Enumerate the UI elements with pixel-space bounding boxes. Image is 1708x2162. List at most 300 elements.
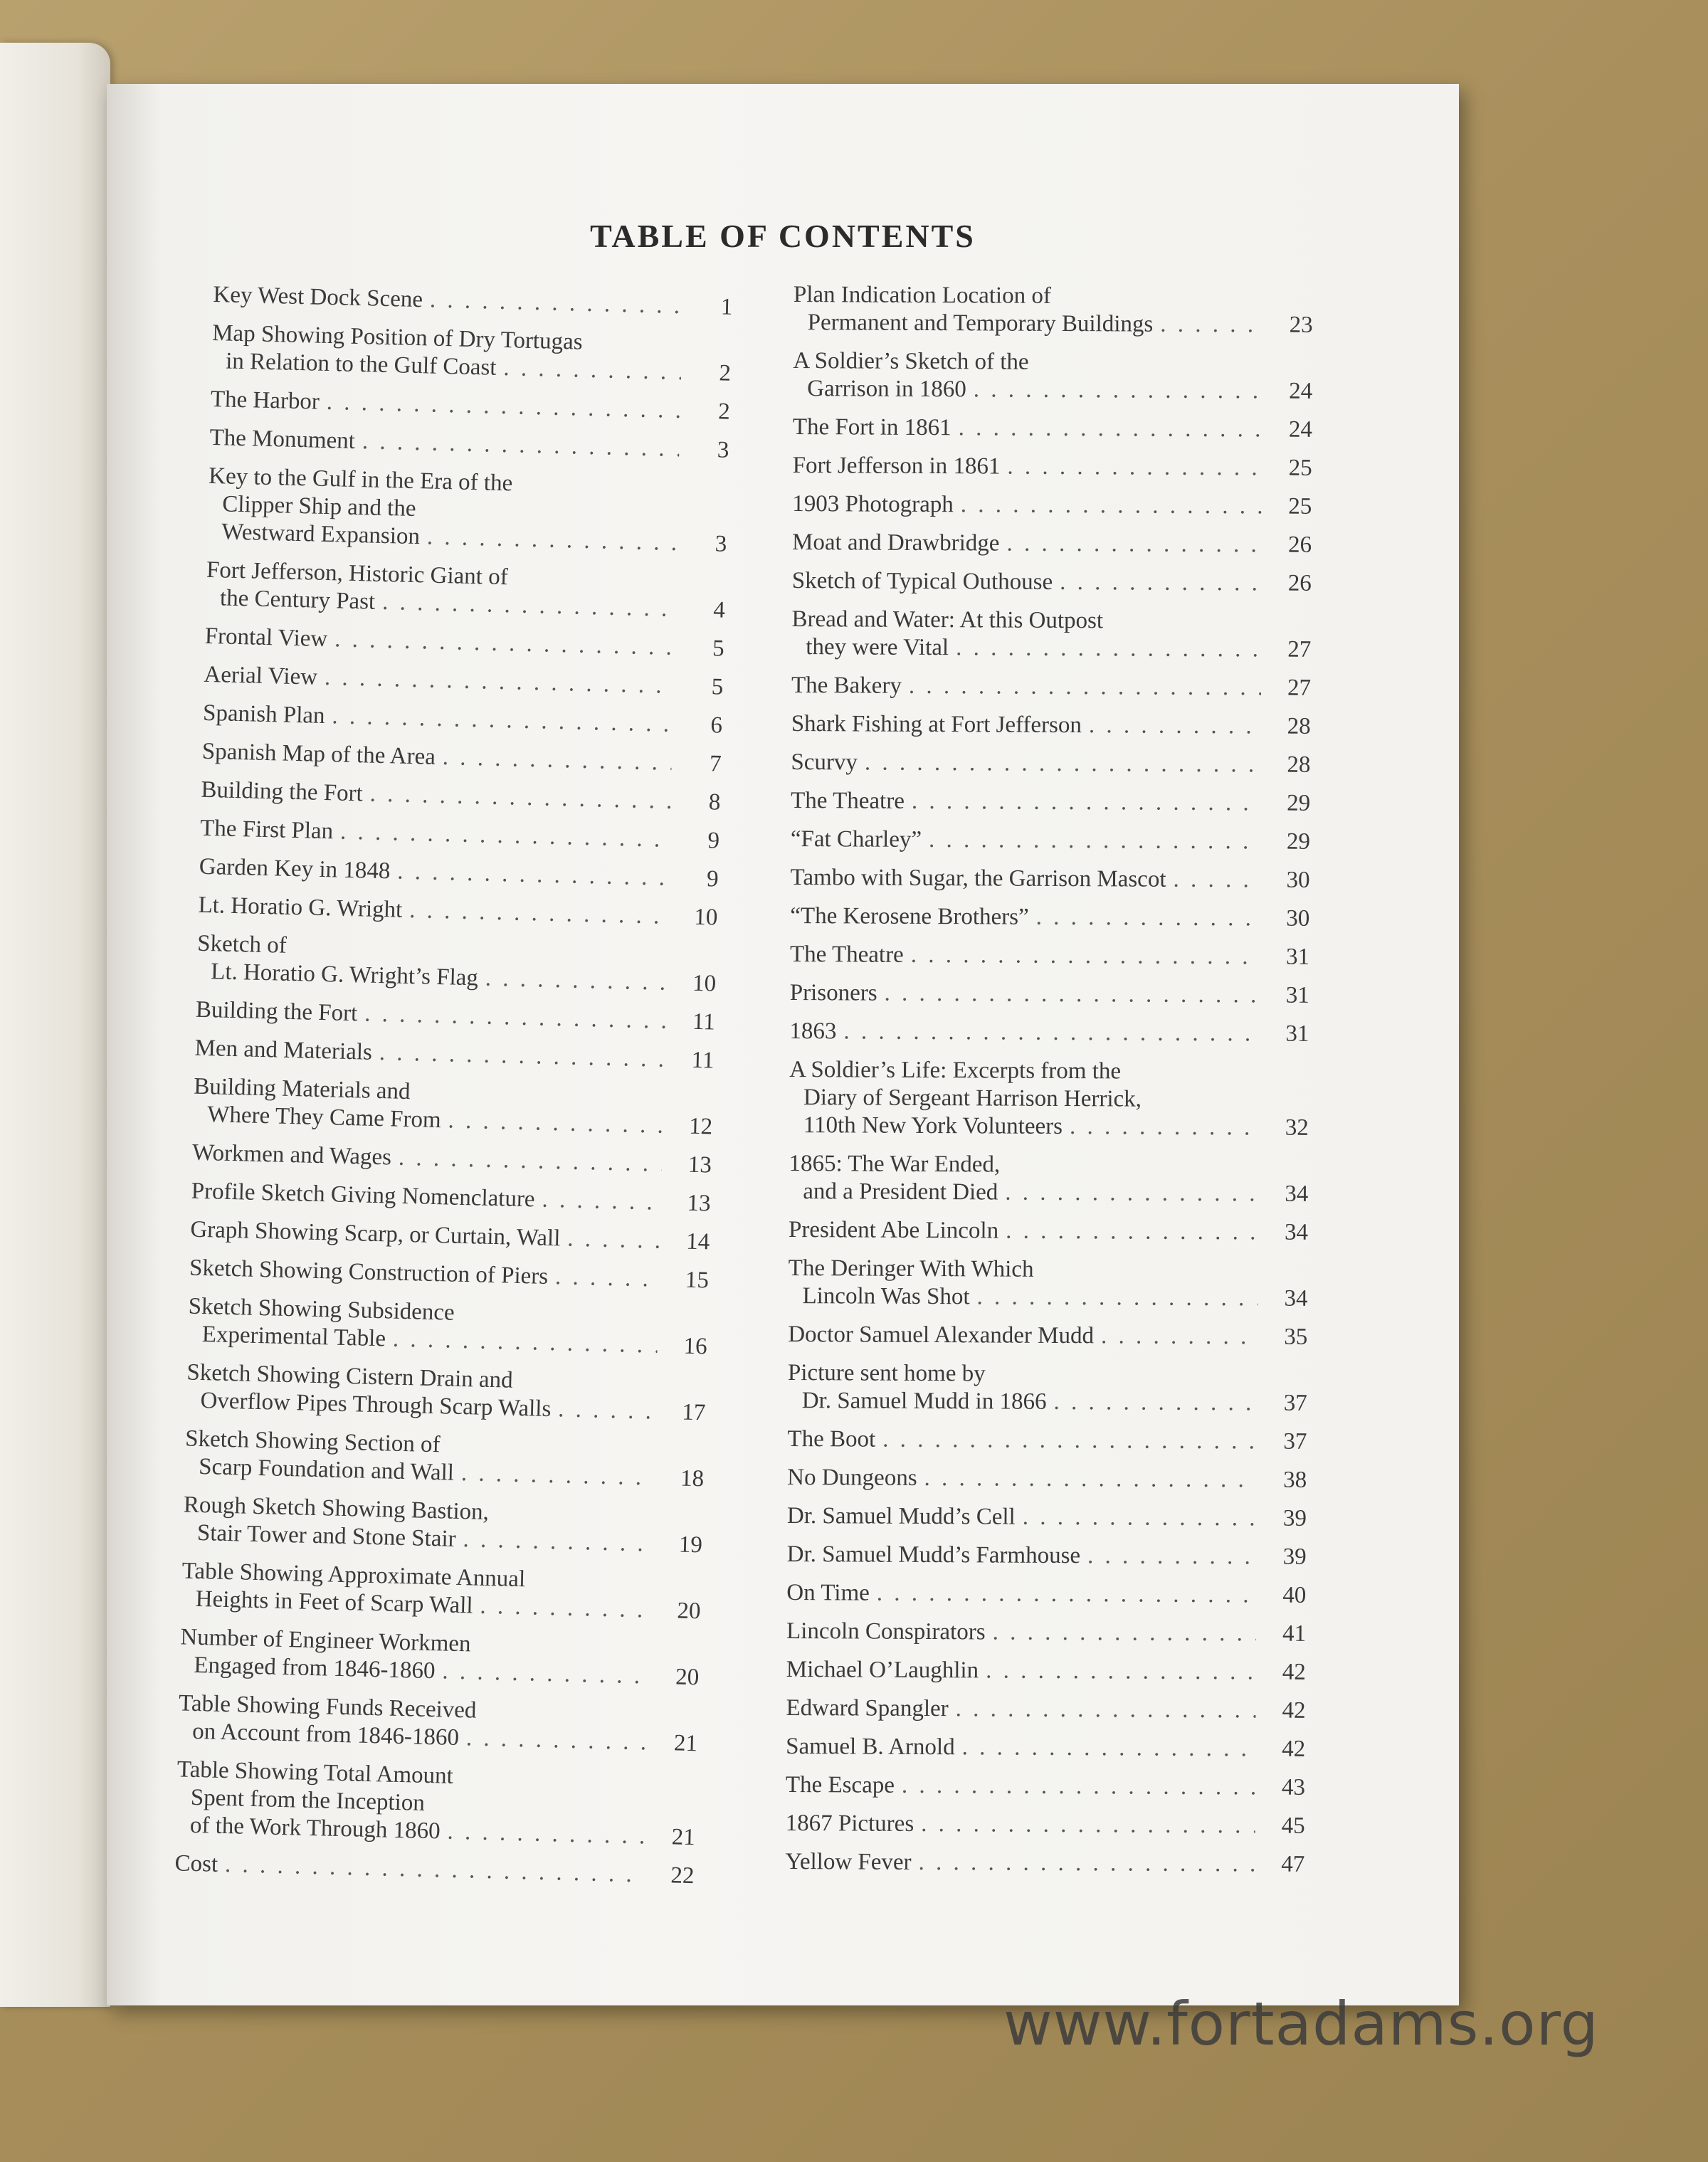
dot-leader [959,414,1262,443]
toc-entry-line [793,347,1312,378]
toc-entry-title: Building Materials and [193,1073,411,1105]
dot-leader [463,1526,653,1558]
dot-leader [921,1810,1255,1840]
toc-entry-title: Building the Fort [201,776,364,807]
toc-page-number: 5 [711,674,724,700]
toc-page-number: 10 [692,970,717,997]
toc-entry-title: “The Kerosene Brothers” [790,902,1029,930]
toc-entry [209,424,729,465]
toc-entry-title: Garden Key in 1848 [199,853,391,885]
toc-entry-title: The First Plan [199,815,334,845]
toc-entry-title: Sketch Showing Section of [184,1425,441,1458]
toc-page-number: 35 [1284,1324,1308,1350]
dot-leader [902,1772,1255,1802]
toc-entry-line [786,1656,1306,1687]
toc-entry-title: 1865: The War Ended, [789,1150,1001,1178]
toc-entry [785,1848,1304,1879]
dot-leader [480,1593,651,1625]
dot-leader [364,1000,665,1035]
toc-entry [786,1656,1306,1687]
toc-entry [786,1579,1306,1610]
toc-entry-title: Number of Engineer Workmen [179,1624,471,1657]
dot-leader [447,1818,645,1851]
toc-entry [204,661,724,702]
toc-page-number: 41 [1282,1620,1307,1647]
dot-leader [956,634,1261,663]
toc-page-number: 31 [1285,982,1309,1008]
toc-entry-title: Edward Spangler [786,1694,949,1722]
dot-leader [442,744,672,777]
toc-entry [786,1618,1306,1648]
toc-entry-title: The Deringer With Which [788,1255,1034,1282]
toc-entry-title: Lincoln Conspirators [786,1618,986,1645]
toc-entry [181,1557,702,1625]
dot-leader [332,702,673,739]
toc-entry [174,1850,695,1890]
toc-entry [790,941,1309,971]
toc-page-number: 22 [670,1862,695,1889]
dot-leader [340,818,670,854]
toc-entry [789,1216,1308,1247]
toc-entry [198,892,718,932]
toc-entry-line [786,1733,1305,1763]
toc-entry-title: Bread and Water: At this Outpost [791,606,1104,634]
toc-entry-title: they were Vital [806,634,949,661]
dot-leader [485,965,666,997]
toc-entry [179,1623,700,1692]
toc-entry [791,749,1310,779]
toc-entry-title: Spanish Plan [202,700,325,729]
toc-entry [189,1255,710,1295]
toc-entry-line [791,672,1311,702]
toc-entry-title: Workmen and Wages [191,1139,392,1171]
toc-page-number: 19 [678,1531,703,1559]
toc-entry [786,1810,1305,1840]
toc-entry-line [790,902,1309,933]
toc-entry [792,567,1312,598]
toc-entry-title: Table Showing Total Amount [176,1756,454,1789]
toc-entry-line [190,1216,710,1257]
toc-entry-line [788,1282,1307,1313]
toc-entry [211,320,732,388]
toc-entry-line [791,826,1310,856]
toc-entry-line [174,1850,695,1890]
toc-entry-line [210,386,730,426]
toc-entry [788,1359,1307,1418]
dot-leader [1070,1113,1259,1141]
toc-page-number: 17 [681,1399,706,1426]
toc-entry-line [787,1464,1307,1494]
dot-leader [397,858,669,892]
toc-entry [791,826,1310,856]
toc-entry [791,864,1310,895]
dot-leader [460,1460,654,1492]
toc-page-number: 6 [710,712,723,739]
facing-page-edge [0,43,110,2007]
toc-entry-title: The Theatre [791,787,905,814]
toc-page-number: 47 [1281,1851,1305,1877]
dot-leader [961,491,1262,520]
toc-entry-line [789,1216,1308,1247]
toc-entry-title: Profile Sketch Giving Nomenclature [191,1178,536,1213]
dot-leader [1060,569,1262,597]
toc-entry-line [789,1084,1309,1114]
toc-entry [190,1216,710,1257]
toc-entry-title: Spent from the Inception [190,1784,426,1816]
toc-entry-title: Table Showing Funds Received [178,1690,477,1724]
toc-entry-title: Sketch of Typical Outhouse [791,567,1053,595]
toc-entry-title: Garrison in 1860 [807,376,966,403]
toc-entry-title: Engaged from 1846-1860 [194,1652,436,1684]
toc-page-number: 28 [1287,752,1311,778]
dot-leader [1006,530,1262,559]
toc-entry-title: Table Showing Approximate Annual [181,1558,526,1593]
toc-page-number: 12 [688,1113,713,1140]
toc-entry-title: Westward Expansion [221,519,421,550]
toc-page-number: 2 [719,360,732,386]
toc-page-number: 25 [1288,455,1312,481]
toc-entry-title: Map Showing Position of Dry Tortugas [211,320,584,355]
toc-entry-title: Lincoln Was Shot [802,1283,970,1310]
toc-entry [186,1359,707,1428]
toc-entry [193,1073,714,1141]
toc-entry-title: Spanish Map of the Area [201,738,436,770]
toc-entry-title: Frontal View [204,623,328,653]
toc-page-number: 42 [1282,1697,1306,1724]
toc-entry [791,710,1311,741]
toc-page-number: 18 [680,1465,705,1492]
toc-page-number: 13 [687,1151,712,1178]
toc-page-number: 16 [683,1333,708,1360]
toc-entry-title: Where They Came From [206,1102,442,1134]
toc-entry-line [794,309,1313,339]
dot-leader [885,980,1260,1010]
toc-entry-line [793,452,1312,483]
toc-entry [787,1502,1307,1533]
toc-entry [790,902,1309,933]
toc-page-number: 29 [1287,790,1311,816]
toc-page-number: 40 [1282,1582,1307,1608]
toc-entry-title: Graph Showing Scarp, or Curtain, Wall [189,1216,561,1252]
toc-entry-line [792,529,1312,559]
dot-leader [558,1396,656,1425]
toc-entry-title: Sketch of [196,930,288,959]
toc-entry [792,529,1312,559]
dot-leader [427,523,678,557]
toc-entry-title: The Bakery [791,672,902,699]
toc-entry-line [789,1018,1309,1048]
toc-entry [194,1035,715,1075]
toc-entry-line [791,864,1310,895]
toc-entry-title: Fort Jefferson, Historic Giant of [206,557,509,591]
toc-entry-title: A Soldier’s Life: Excerpts from the [789,1056,1122,1085]
toc-page-number: 9 [706,866,719,892]
toc-entry-title: Lt. Horatio G. Wright [198,892,403,923]
dot-leader [409,897,668,931]
toc-entry-title: Scurvy [791,749,858,776]
toc-entry-title: 1863 [789,1018,837,1045]
toc-entry-line [195,996,715,1037]
toc-page-number: 26 [1287,532,1312,558]
dot-leader [976,1283,1258,1312]
dot-leader [1053,1388,1257,1417]
toc-entry-line [789,1255,1308,1285]
toc-entry-title: The Theatre [789,941,904,968]
toc-page-number: 38 [1283,1467,1307,1493]
toc-page-number: 28 [1287,713,1311,739]
dot-leader [362,428,679,463]
toc-entry-title: Stair Tower and Stone Stair [196,1519,457,1552]
toc-page-number: 43 [1281,1774,1306,1800]
toc-entry-title: The Fort in 1861 [792,413,951,441]
toc-page-number: 39 [1282,1505,1307,1531]
toc-entry-title: Yellow Fever [785,1848,912,1875]
dot-leader [399,1144,663,1178]
toc-entry-line [204,661,724,702]
toc-entry-line [785,1848,1304,1879]
dot-leader [542,1186,661,1217]
toc-page-number: 10 [693,904,718,931]
toc-entry [789,1018,1309,1048]
toc-page-number: 34 [1285,1181,1309,1207]
dot-leader [986,1657,1256,1686]
toc-entry-line [790,979,1309,1010]
toc-entry-title: Doctor Samuel Alexander Mudd [788,1321,1095,1349]
dot-leader [909,673,1261,702]
toc-entry-title: Tambo with Sugar, the Garrison Mascot [790,864,1166,892]
toc-entry-title: 110th New York Volunteers [803,1112,1063,1139]
toc-entry [201,776,721,817]
toc-entry [199,853,719,894]
toc-entry-title: Lt. Horatio G. Wright’s Flag [210,959,479,991]
toc-page-number: 42 [1282,1736,1306,1762]
dot-leader [882,1426,1257,1456]
toc-entry-title: Moat and Drawbridge [791,529,1000,557]
toc-entry-title: Permanent and Temporary Buildings [807,310,1154,337]
toc-entry-line [791,606,1311,636]
toc-entry [790,979,1309,1010]
toc-entry-line [792,490,1312,521]
toc-entry-title: “Fat Charley” [790,826,922,853]
toc-page-number: 31 [1285,944,1310,970]
toc-entry-title: Dr. Samuel Mudd in 1866 [801,1388,1047,1415]
toc-entry [196,930,717,998]
dot-leader [1007,453,1262,483]
dot-leader [1173,866,1260,895]
toc-page-number: 30 [1286,905,1310,932]
dot-leader [956,1695,1256,1724]
toc-page-number: 37 [1283,1428,1307,1455]
toc-entry-line [189,1255,710,1295]
toc-entry-line [793,375,1312,406]
toc-entry-title: of the Work Through 1860 [189,1812,441,1845]
toc-entry [788,1255,1307,1313]
toc-page-number: 37 [1283,1390,1307,1416]
toc-entry-title: Dr. Samuel Mudd’s Farmhouse [786,1541,1081,1569]
toc-entry-title: Building the Fort [195,996,358,1027]
dot-leader [1089,712,1261,740]
toc-entry-line [790,941,1309,971]
dot-leader [393,1326,658,1360]
toc-page-number: 21 [673,1730,698,1757]
toc-entry-line [789,1056,1309,1087]
toc-entry [794,281,1313,339]
dot-leader [225,1851,645,1889]
toc-entry [787,1541,1307,1571]
toc-entry-line [199,853,719,894]
toc-entry [207,463,729,559]
toc-page-number: 24 [1289,378,1313,404]
toc-page-number: 20 [677,1598,701,1625]
toc-page-number: 24 [1288,416,1313,443]
toc-entry [203,700,723,740]
toc-entry [200,815,720,855]
toc-entry-title: and a President Died [803,1178,998,1206]
toc-column-left [174,281,733,1901]
toc-entry-title: Sketch Showing Subsidence [188,1293,455,1326]
dot-leader [465,1724,648,1756]
dot-leader [993,1618,1257,1647]
toc-page-number: 39 [1282,1544,1307,1570]
toc-entry [789,1056,1309,1142]
toc-entry-title: Overflow Pipes Through Scarp Walls [200,1388,552,1423]
toc-entry [791,606,1311,664]
dot-leader [877,1580,1257,1610]
toc-entry-title: Clipper Ship and the [221,491,416,522]
toc-entry-title: 1903 Photograph [792,490,954,518]
toc-entry-title: Scarp Foundation and Wall [198,1453,455,1486]
toc-page-number: 11 [691,1047,715,1074]
toc-entry-line [201,738,722,779]
dot-leader [430,286,683,320]
dot-leader [555,1263,660,1294]
toc-entry [192,1139,712,1180]
toc-entry [187,1293,708,1361]
toc-column-right [785,281,1313,1889]
toc-page-number: 5 [712,636,725,662]
dot-leader [369,781,670,816]
toc-entry-title: Michael O’Laughlin [786,1656,979,1684]
toc-page-number: 2 [717,399,731,425]
dot-leader [1101,1322,1258,1351]
toc-entry [787,1425,1307,1456]
toc-page-number: 7 [709,751,722,777]
toc-entry-line [788,1387,1307,1418]
toc-entry-title: Sketch Showing Cistern Drain and [186,1359,514,1393]
toc-entry-title: The Harbor [210,386,320,415]
toc-page-number: 27 [1287,636,1312,663]
toc-page-number: 27 [1287,675,1312,701]
toc-entry-title: Shark Fishing at Fort Jefferson [791,710,1082,739]
toc-entry-line [198,892,718,932]
toc-entry [793,413,1312,444]
toc-entry-line [201,776,721,817]
toc-page-number: 15 [685,1267,710,1294]
toc-entry-line [793,413,1312,444]
toc-entry [175,1756,697,1852]
toc-entry [791,672,1311,702]
toc-entry-title: A Soldier’s Sketch of the [793,347,1029,375]
toc-entry [210,386,730,426]
toc-entry [789,1150,1308,1208]
toc-entry-title: 1867 Pictures [785,1810,914,1837]
toc-entry-line [791,633,1311,664]
toc-page-number: 11 [692,1008,716,1035]
dot-leader [1005,1179,1258,1208]
toc-entry-title: on Account from 1846-1860 [191,1718,460,1751]
dot-leader [1006,1218,1258,1247]
dot-leader [334,626,675,662]
toc-entry-title: Diary of Sergeant Harrison Herrick, [803,1085,1142,1112]
toc-entry-line [786,1694,1305,1725]
toc-entry [184,1425,705,1494]
toc-entry-title: On Time [786,1579,870,1606]
dot-leader [1087,1542,1257,1571]
toc-page-number: 13 [687,1190,711,1217]
toc-page-number: 20 [675,1664,700,1691]
toc-page-number: 8 [708,789,721,816]
toc-page-number: 4 [712,597,726,623]
toc-entry-line [791,710,1311,741]
toc-entry [204,623,724,663]
dot-leader [1023,1504,1257,1533]
dot-leader [918,1849,1255,1878]
toc-entry-title: Fort Jefferson in 1861 [792,452,1001,480]
toc-entry-title: President Abe Lincoln [788,1216,999,1244]
dot-leader [1036,904,1260,933]
toc-page-number: 25 [1288,493,1312,520]
toc-entry-title: Sketch Showing Construction of Piers [189,1255,549,1290]
toc-page-number: 30 [1286,867,1310,893]
toc-entry-title: Experimental Table [201,1322,386,1352]
toc-entry-line [200,815,720,855]
toc-entry-title: Heights in Feet of Scarp Wall [195,1586,473,1619]
toc-page-number: 42 [1282,1659,1306,1685]
toc-entry-line [209,424,729,465]
toc-entry-title: the Century Past [219,585,376,615]
toc-entry-title: Prisoners [789,979,877,1006]
toc-entry-title: Cost [174,1850,218,1877]
toc-entry [793,347,1312,406]
toc-page-number: 34 [1284,1285,1308,1312]
toc-entry-line [789,1150,1308,1181]
dot-leader [503,354,682,386]
dot-leader [911,942,1260,971]
toc-entry [191,1178,711,1218]
toc-page-number: 9 [707,828,720,854]
toc-page-number: 3 [715,531,727,557]
toc-entry-line [787,1425,1307,1456]
dot-leader [1160,311,1263,339]
toc-entry [788,1321,1307,1351]
dot-leader [326,389,680,425]
dot-leader [962,1734,1256,1763]
dot-leader [929,826,1260,855]
toc-entry [786,1771,1305,1802]
dot-leader [567,1225,660,1255]
toc-entry-title: in Relation to the Gulf Coast [225,348,497,381]
toc-entry-title: Plan Indication Location of [793,282,1051,309]
dot-leader [325,664,674,700]
toc-entry-line [191,1178,711,1218]
toc-entry-line [192,1139,712,1180]
toc-entry-line [792,567,1312,598]
toc-page-number: 31 [1285,1021,1309,1047]
toc-entry-title: Samuel B. Arnold [786,1733,955,1761]
dot-leader [442,1657,650,1690]
toc-entry [178,1689,699,1758]
toc-entry-line [786,1618,1306,1648]
